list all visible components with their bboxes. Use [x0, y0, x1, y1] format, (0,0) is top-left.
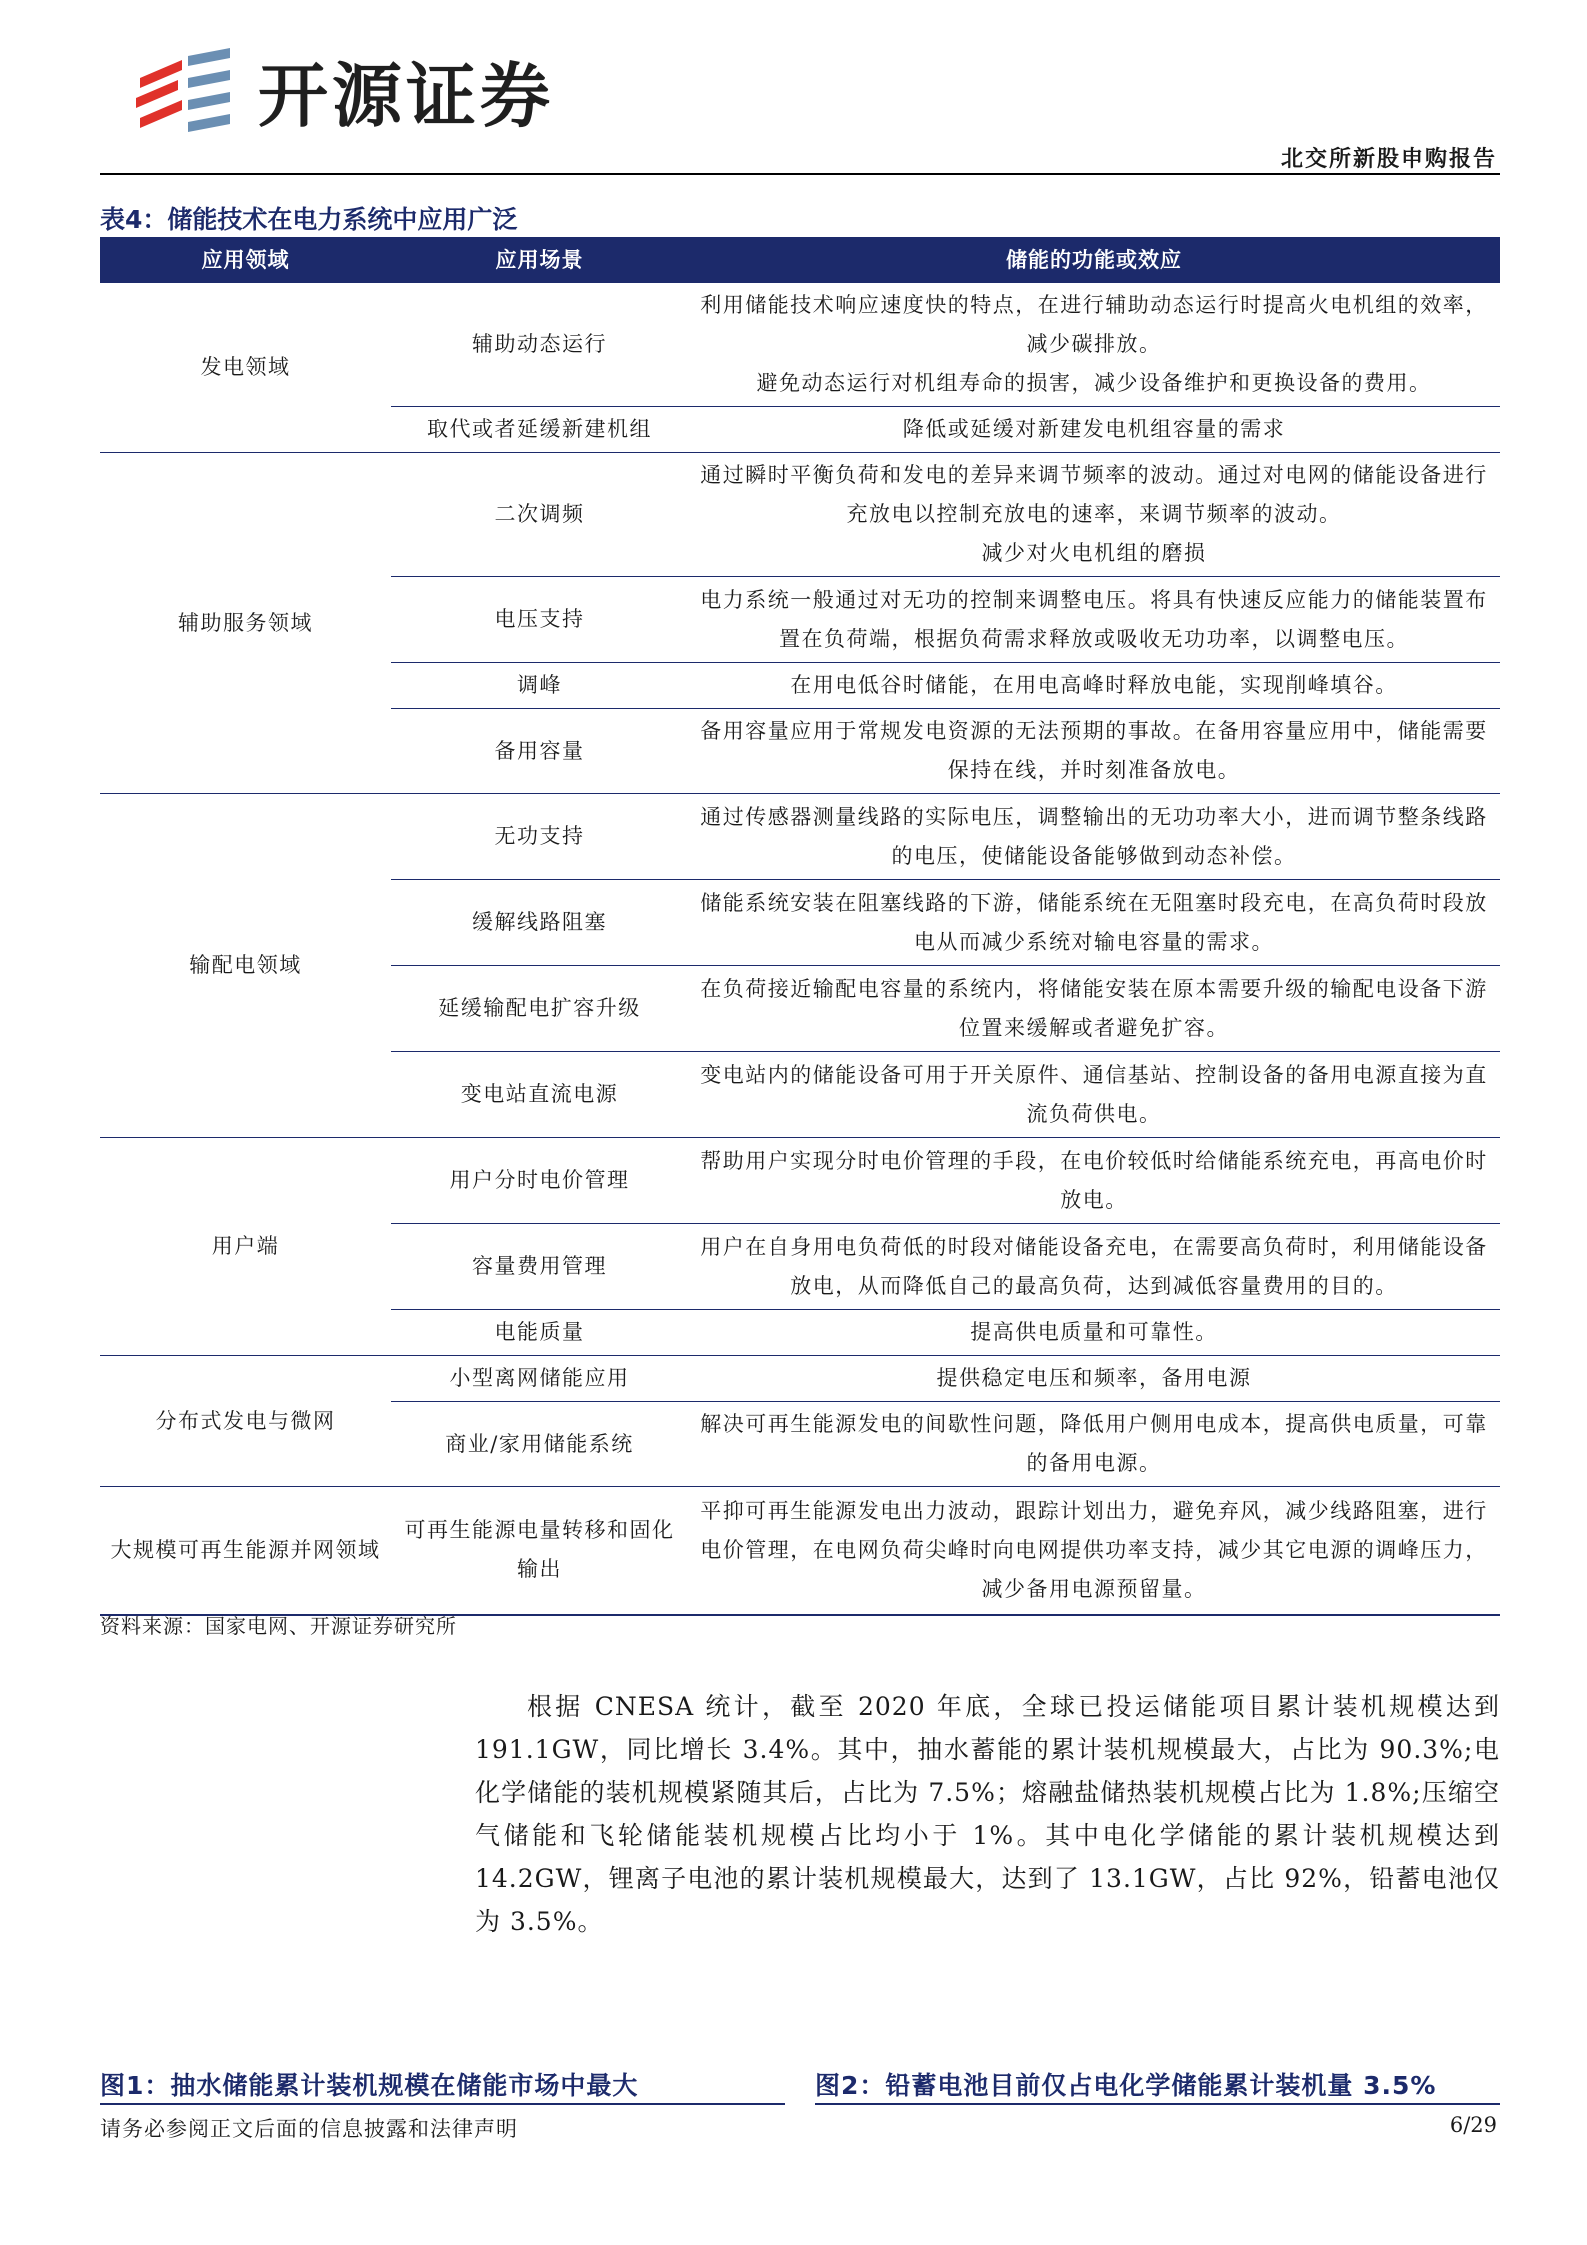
table-row	[100, 453, 1500, 577]
footer-disclaimer: 请务必参阅正文后面的信息披露和法律声明	[100, 2117, 518, 2141]
effect-text: 通过瞬时平衡负荷和发电的差异来调节频率的波动。通过对电网的储能设备进行充放电以控制充放电的速率，来调节频率的波动。	[700, 463, 1488, 526]
brand-name: 开源证券	[258, 55, 554, 137]
scene-cell: 可再生能源电量转移和固化输出	[391, 1487, 688, 1615]
table-row	[100, 1138, 1500, 1224]
report-type: 北交所新股申购报告	[1280, 147, 1497, 172]
table-row	[100, 1356, 1500, 1402]
domain-cell: 分布式发电与微网	[100, 1356, 391, 1487]
effect-cell: 提供稳定电压和频率，备用电源	[688, 1356, 1500, 1402]
effect-cell: 在用电低谷时储能，在用电高峰时释放电能，实现削峰填谷。	[688, 663, 1500, 709]
body-paragraph: 根据 CNESA 统计，截至 2020 年底，全球已投运储能项目累计装机规模达到 191.1GW，同比增长 3.4%。其中，抽水蓄能的累计装机规模最大，占比为 90.3%;电化学储能的装机规模紧随其后，占比为 7.5%；熔融盐储热装机规模占比为 1.8%;压缩空气储能和飞轮储能装机规模占比均小于 1%。其中电化学储能的累计装机规模达到 14.2GW，锂离子电池的累计装机规模最大，达到了 13.1GW，占比 92%，铅蓄电池仅为 3.5%。	[475, 1692, 1500, 1936]
header-divider	[100, 173, 1500, 175]
effect-cell: 提高供电质量和可靠性。	[688, 1310, 1500, 1356]
brand-mark-icon	[130, 48, 240, 144]
domain-cell: 发电领域	[200, 355, 291, 379]
col-header-scene: 应用场景	[391, 237, 688, 283]
effect-cell	[688, 453, 1500, 577]
effect-text: 减少对火电机组的磨损	[981, 541, 1207, 565]
scene-cell: 取代或者延缓新建机组	[391, 407, 688, 453]
scene-cell: 小型离网储能应用	[391, 1356, 688, 1402]
table-row	[100, 794, 1500, 880]
table-source: 资料来源：国家电网、开源证券研究所	[100, 1614, 457, 1638]
figure-2-rule	[815, 2103, 1500, 2105]
scene-cell: 电压支持	[391, 577, 688, 663]
figure-1-caption: 图1：抽水储能累计装机规模在储能市场中最大	[100, 2071, 639, 2100]
col-header-effect: 储能的功能或效应	[688, 237, 1500, 283]
effect-text: 避免动态运行对机组寿命的损害，减少设备维护和更换设备的费用。	[756, 371, 1432, 395]
scene-cell: 缓解线路阻塞	[391, 880, 688, 966]
scene-cell: 变电站直流电源	[391, 1052, 688, 1138]
effect-cell: 平抑可再生能源发电出力波动，跟踪计划出力，避免弃风，减少线路阻塞，进行电价管理，在电网负荷尖峰时向电网提供功率支持，减少其它电源的调峰压力，减少备用电源预留量。	[688, 1487, 1500, 1615]
domain-cell: 输配电领域	[100, 794, 391, 1138]
effect-cell: 通过传感器测量线路的实际电压，调整输出的无功功率大小，进而调节整条线路的电压，使储能设备能够做到动态补偿。	[688, 794, 1500, 880]
effect-cell: 解决可再生能源发电的间歇性问题，降低用户侧用电成本，提高供电质量，可靠的备用电源。	[688, 1402, 1500, 1487]
effect-cell: 变电站内的储能设备可用于开关原件、通信基站、控制设备的备用电源直接为直流负荷供电。	[688, 1052, 1500, 1138]
scene-cell: 电能质量	[391, 1310, 688, 1356]
figure-2-caption: 图2：铅蓄电池目前仅占电化学储能累计装机量 3.5%	[815, 2071, 1437, 2100]
col-header-domain: 应用领域	[100, 237, 391, 283]
scene-cell: 延缓输配电扩容升级	[391, 966, 688, 1052]
effect-cell: 用户在自身用电负荷低的时段对储能设备充电，在需要高负荷时，利用储能设备放电，从而降低自己的最高负荷，达到减低容量费用的目的。	[688, 1224, 1500, 1310]
figure-1-rule	[100, 2103, 785, 2105]
effect-cell	[688, 283, 1500, 407]
scene-cell: 商业/家用储能系统	[391, 1402, 688, 1487]
effect-text: 利用储能技术响应速度快的特点，在进行辅助动态运行时提高火电机组的效率，减少碳排放。	[700, 293, 1488, 356]
effect-cell: 降低或延缓对新建发电机组容量的需求	[688, 407, 1500, 453]
effect-cell: 在负荷接近输配电容量的系统内，将储能安装在原本需要升级的输配电设备下游位置来缓解或者避免扩容。	[688, 966, 1500, 1052]
brand-logo	[130, 48, 600, 146]
table-row	[100, 283, 1500, 407]
effect-cell: 储能系统安装在阻塞线路的下游，储能系统在无阻塞时段充电，在高负荷时段放电从而减少系统对输电容量的需求。	[688, 880, 1500, 966]
domain-cell: 用户端	[100, 1138, 391, 1356]
page-number: 6/29	[1449, 2113, 1497, 2137]
scene-cell: 辅助动态运行	[472, 332, 607, 356]
scene-cell: 无功支持	[391, 794, 688, 880]
scene-cell: 容量费用管理	[391, 1224, 688, 1310]
effect-cell: 备用容量应用于常规发电资源的无法预期的事故。在备用容量应用中，储能需要保持在线，并时刻准备放电。	[688, 709, 1500, 794]
effect-cell: 帮助用户实现分时电价管理的手段，在电价较低时给储能系统充电，再高电价时放电。	[688, 1138, 1500, 1224]
table-header-row	[100, 237, 1500, 283]
domain-cell: 大规模可再生能源并网领域	[100, 1487, 391, 1615]
scene-cell: 备用容量	[391, 709, 688, 794]
table-row	[100, 1487, 1500, 1615]
effect-cell: 电力系统一般通过对无功的控制来调整电压。将具有快速反应能力的储能装置布置在负荷端，根据负荷需求释放或吸收无功功率，以调整电压。	[688, 577, 1500, 663]
domain-cell: 辅助服务领域	[100, 453, 391, 794]
scene-cell: 用户分时电价管理	[391, 1138, 688, 1224]
scene-cell: 二次调频	[391, 453, 688, 577]
scene-cell: 调峰	[391, 663, 688, 709]
table-title: 表4：储能技术在电力系统中应用广泛	[100, 205, 518, 234]
storage-application-table	[100, 237, 1500, 1616]
